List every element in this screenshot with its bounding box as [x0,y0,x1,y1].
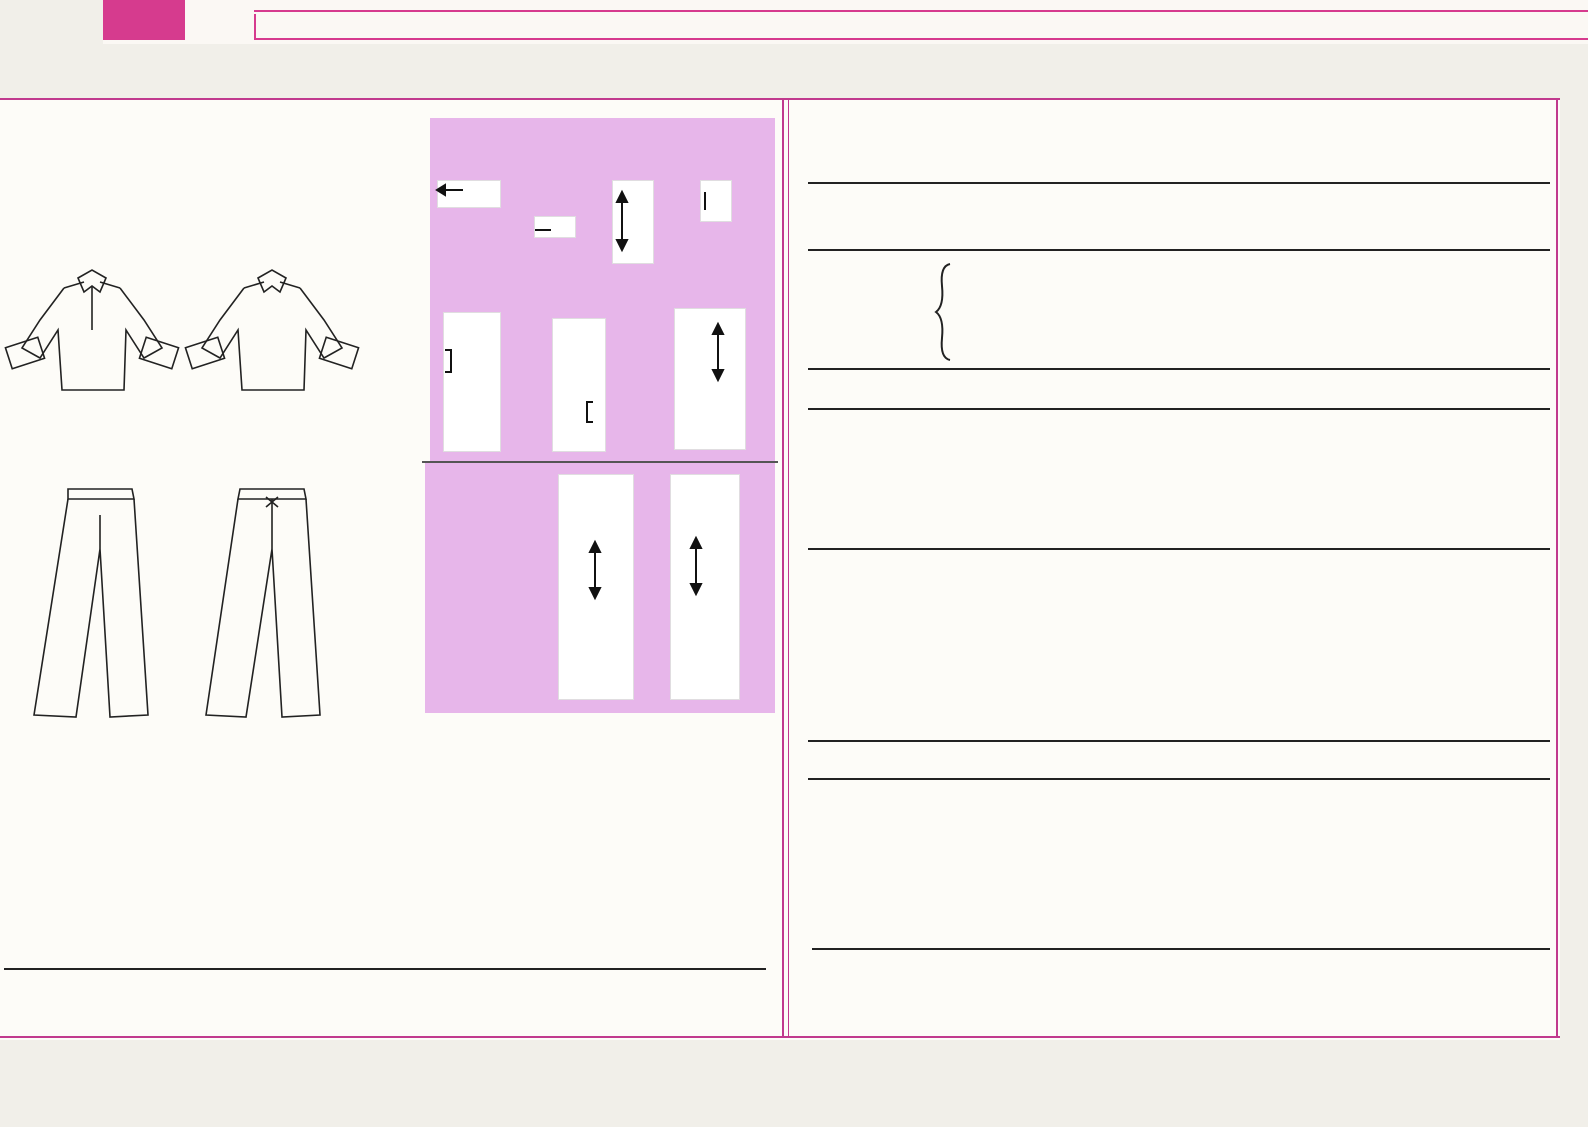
top-illustrations [0,260,380,450]
quick-measure-badge [103,0,185,40]
pants-illustrations [20,485,340,725]
description-divider [4,968,766,970]
chart-rule-8 [812,948,1550,950]
chart-rule-3 [808,368,1550,370]
frame-middle-divider [782,98,784,1038]
chart-rule-7 [808,778,1550,780]
inch-scale [254,0,1588,12]
frame-bottom-border [0,1036,1560,1038]
grainline-arrows [425,118,775,713]
chart-rule-6 [808,740,1550,742]
frame-right-border [1556,98,1558,1038]
chart-rule-2 [808,249,1550,251]
body-brace-icon [932,262,956,362]
chart-rule-1 [808,182,1550,184]
frame-top-border [0,98,1560,100]
frame-middle-divider-2 [788,98,789,1038]
chart-rule-4 [808,408,1550,410]
chart-rule-5 [808,548,1550,550]
cm-scale [254,14,1588,40]
